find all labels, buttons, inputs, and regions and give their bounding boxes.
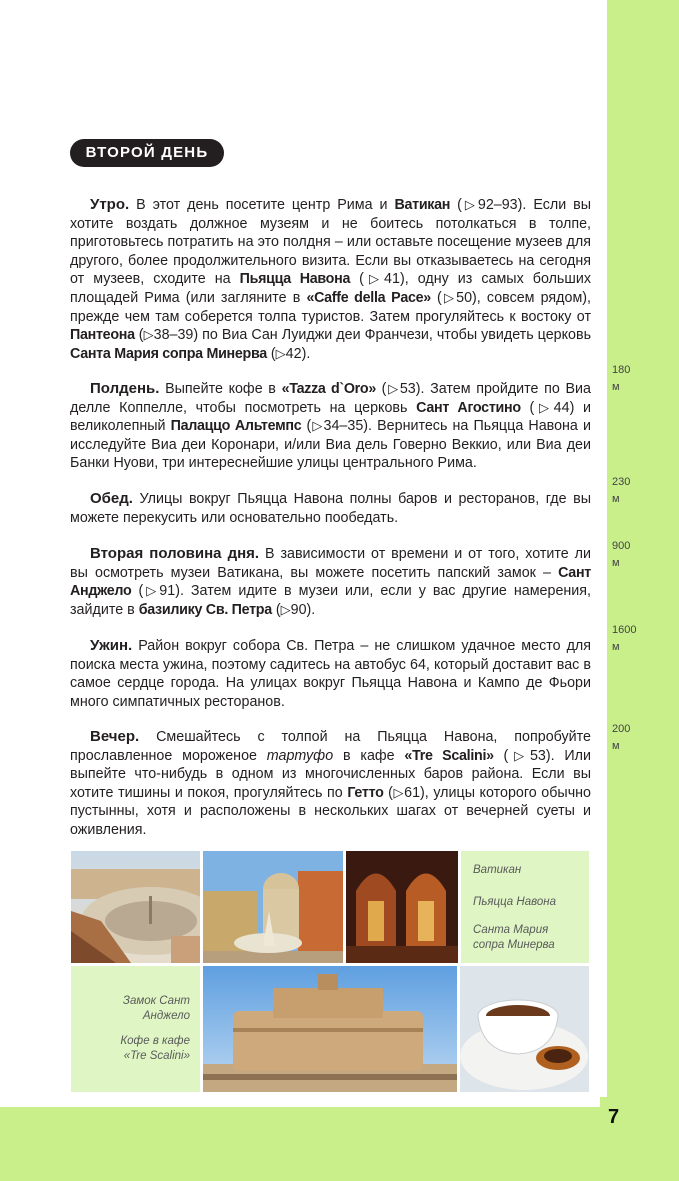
page-ref-icon: ▷ xyxy=(534,399,554,415)
page-number: 7 xyxy=(608,1106,620,1128)
place-link[interactable]: Пьяцца Навона xyxy=(239,271,351,288)
distance-marker: 900 м xyxy=(612,540,631,569)
place-link[interactable]: «Tazza d`Oro» xyxy=(281,381,377,397)
place-link[interactable]: Пантеона xyxy=(70,327,135,344)
caption-piazza-navona: Пьяцца Навона xyxy=(473,896,556,908)
bottom-color-band xyxy=(0,1107,600,1181)
page-ref-icon: ▷ xyxy=(143,327,154,343)
section-lead: Утро. xyxy=(90,196,130,213)
section-lead: Обед. xyxy=(90,490,133,507)
page-ref-icon: ▷ xyxy=(441,289,457,305)
caption-box-bottom xyxy=(71,966,200,1092)
page-ref-icon: ▷ xyxy=(280,601,291,617)
photo-piazza-navona xyxy=(203,851,343,963)
caption-tre-scalini: Кофе в кафе «Tre Scalini» xyxy=(120,1035,190,1062)
page-ref-icon: ▷ xyxy=(461,197,478,212)
distance-marker: 230 м xyxy=(612,476,631,505)
section-dinner: Ужин. Район вокруг собора Св. Петра – не слишком удачное место для поиска места ужина, поэтому садитесь на автобус 64, который доставит вас в самое сердце города. На улицах вокруг Пьяцца Навона и Кампо де Фьори много симпатичных ресторанов. xyxy=(70,637,591,710)
page-ref-icon: ▷ xyxy=(143,583,160,599)
section-evening: Вечер. Смешайтесь с толпой на Пьяцца Навона, попробуйте прославленное мороженое тартуфо в кафе «Tre Scalini» (▷53). Или выпейте что-нибудь в одном из многочисленных баров района. Если вы хотите тишины и покоя, прогуляйтесь по Гетто (▷61), улицы которого обычно пустынны, хотя и расположены в нескольких шагах от вечерней суеты и оживления. xyxy=(70,728,592,838)
place-link[interactable]: Сант Агостино xyxy=(416,399,521,416)
photo-coffee-tre-scalini xyxy=(460,966,589,1092)
place-link[interactable]: Сант Анджело xyxy=(70,564,591,600)
section-lunch: Обед. Улицы вокруг Пьяцца Навона полны баров и ресторанов, где вы можете перекусить или основательно пообедать. xyxy=(70,490,591,526)
section-lead: Полдень. xyxy=(90,380,160,397)
section-lead: Вечер. xyxy=(90,728,140,745)
distance-marker: 200 м xyxy=(612,723,631,752)
side-color-strip xyxy=(607,0,679,1181)
section-lead: Ужин. xyxy=(90,637,133,654)
place-link[interactable]: Гетто xyxy=(347,784,384,801)
caption-vatican: Ватикан xyxy=(473,864,522,876)
section-lead: Вторая половина дня. xyxy=(90,545,260,562)
page-ref-icon: ▷ xyxy=(363,271,385,287)
page-ref-icon: ▷ xyxy=(392,784,405,800)
place-link[interactable]: «Caffe della Pace» xyxy=(306,289,431,306)
day-header-badge: ВТОРОЙ ДЕНЬ xyxy=(70,139,224,167)
section-afternoon: Вторая половина дня. В зависимости от времени и от того, хотите ли вы осмотреть музеи Ватикана, вы можете посетить папский замок – Сант Анджело (▷91). Затем идите в музеи или, если у вас другие намерения, зайдите в базилику Св. Петра (▷90). xyxy=(70,545,591,618)
place-link[interactable]: базилику Св. Петра xyxy=(138,601,272,618)
caption-santa-maria: Санта Мария сопра Минерва xyxy=(473,924,555,951)
photo-santa-maria-sopra-minerva xyxy=(346,851,458,963)
place-link[interactable]: Санта Мария сопра Минерва xyxy=(70,345,267,362)
distance-marker: 180 м xyxy=(612,364,631,393)
page-ref-icon: ▷ xyxy=(275,345,286,361)
place-link[interactable]: Палаццо Альтемпс xyxy=(170,418,302,435)
section-morning: Утро. В этот день посетите центр Рима и Ватикан (▷92–93). Если вы хотите воздать должное музеям и не боитесь потолкаться в толпе, приготовьтесь потратить на это полдня – или оставьте посещение музеев для другого, более продолжительного визита. Если вы отказываетесь на сегодня от музеев, сходите на Пьяцца Навона (▷41), одну из самых больших площадей Рима (или загляните в «Caffe della Pace» (▷50), совсем рядом), прежде чем там соберется толпа туристов. Затем прогуляйтесь к востоку от Пантеона (▷38–39) по Виа Сан Луиджи деи Франчези, чтобы увидеть церковь Санта Мария сопра Минерва (▷42). xyxy=(70,196,592,362)
page-ref-icon: ▷ xyxy=(311,418,324,434)
page-ref-icon: ▷ xyxy=(386,381,400,396)
place-link[interactable]: «Tre Scalini» xyxy=(404,747,494,764)
distance-marker: 1600 м xyxy=(612,624,637,653)
section-noon: Полдень. Выпейте кофе в «Tazza d`Oro» (▷53). Затем пройдите по Виа делле Коппелле, чтобы посмотреть на церковь Сант Агостино (▷44) и великолепный Палаццо Альтемпс (▷34–35). Вернитесь на Пьяцца Навона и исследуйте Виа деи Коронари, и/или Виа дель Говерно Веккио, или Виа деи Банки Нуови, три интереснейшие улицы центрального Рима. xyxy=(70,380,592,472)
page-ref-icon: ▷ xyxy=(508,747,530,763)
photo-vatican xyxy=(71,851,200,963)
caption-castel-santangelo: Замок Сант Анджело xyxy=(122,995,190,1022)
place-link[interactable]: Ватикан xyxy=(394,197,451,213)
photo-castel-santangelo xyxy=(203,966,457,1092)
